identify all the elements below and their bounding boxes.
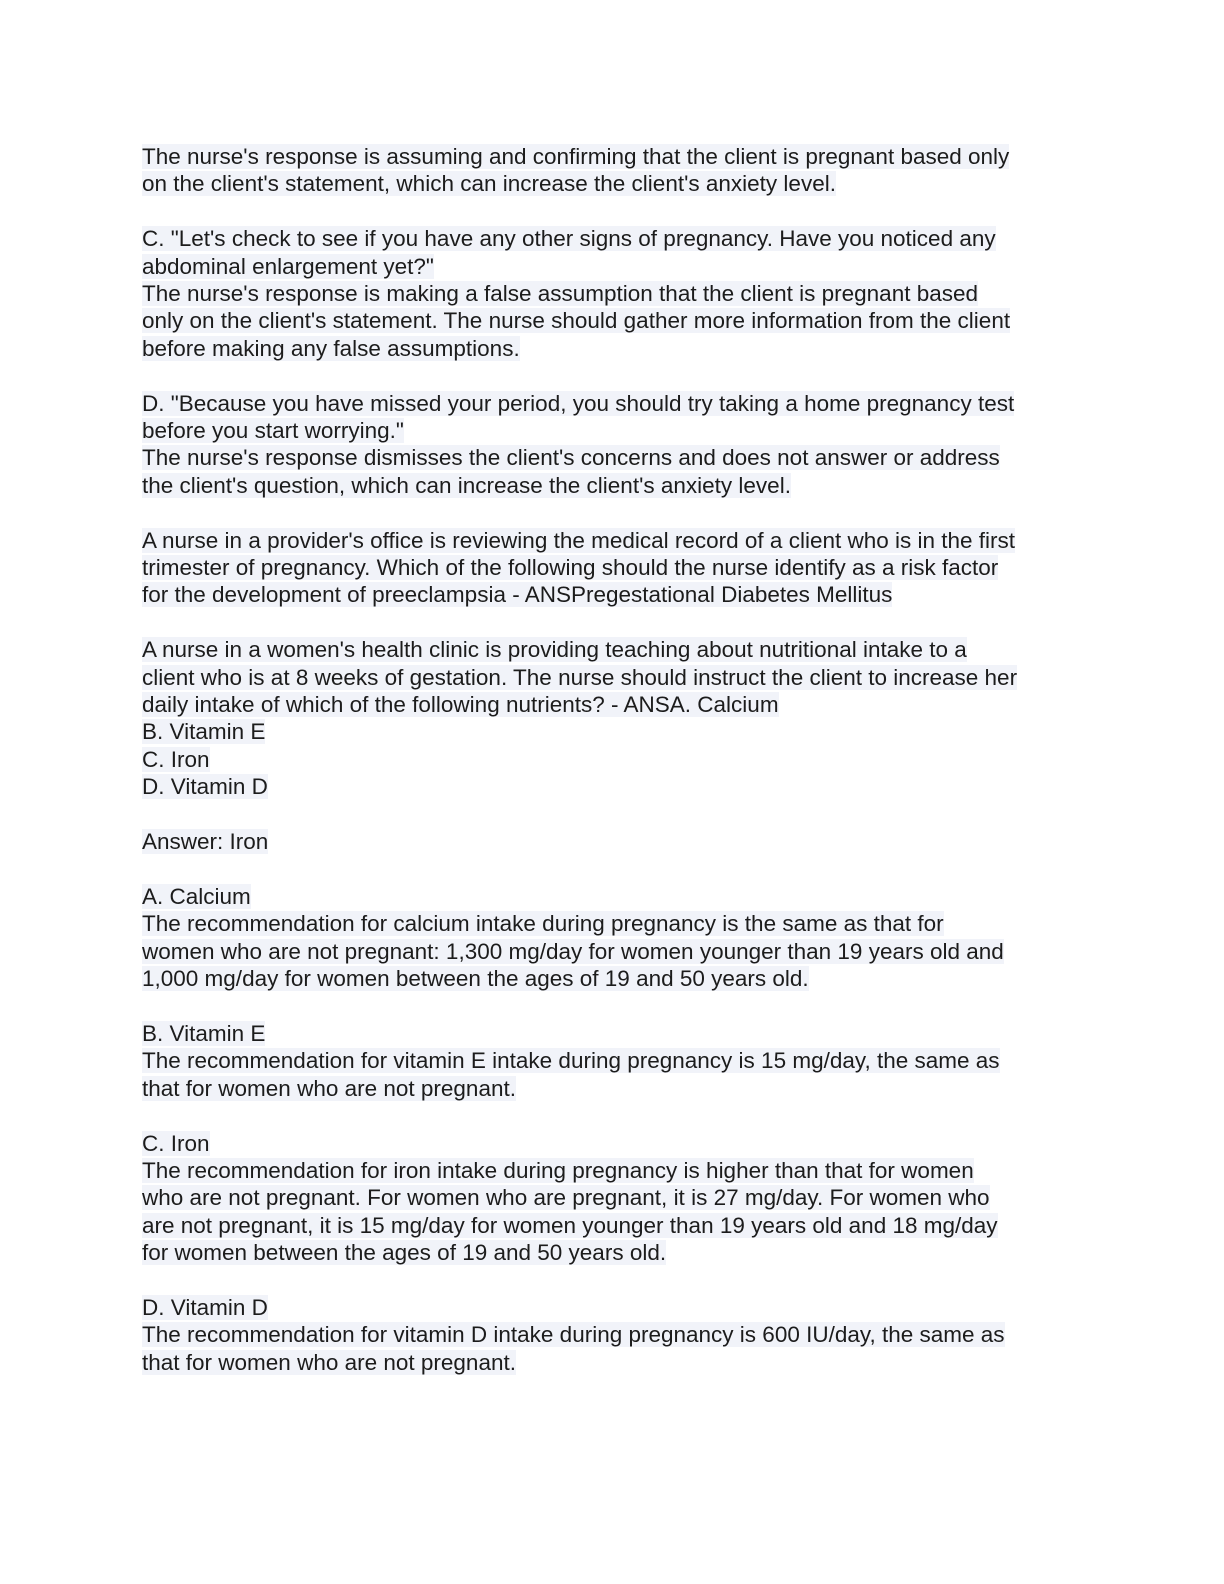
- text-line: [142, 1239, 1082, 1266]
- text-line-content: D. Vitamin D: [142, 1294, 268, 1320]
- block-iron: [142, 1130, 1082, 1267]
- text-line-content: A nurse in a provider's office is reviewing the medical record of a client who is in the first: [142, 527, 1016, 553]
- block-option-d: [142, 390, 1082, 500]
- text-line: [142, 444, 1082, 471]
- text-line-content: D. Vitamin D: [142, 774, 268, 800]
- text-line: [142, 1075, 1082, 1102]
- block-answer: [142, 828, 1082, 855]
- text-line: [142, 1157, 1082, 1184]
- block-option-b-explanation: [142, 143, 1082, 198]
- block-vitamin-d: [142, 1294, 1082, 1376]
- text-line-content: The recommendation for vitamin D intake during pregnancy is 600 IU/day, the same as: [142, 1322, 1005, 1348]
- text-line: [142, 280, 1082, 307]
- text-line-content: D. "Because you have missed your period, you should try taking a home pregnancy test: [142, 390, 1015, 416]
- text-line: [142, 225, 1082, 252]
- text-line: [142, 1047, 1082, 1074]
- text-line-content: client who is at 8 weeks of gestation. The nurse should instruct the client to increase her: [142, 664, 1018, 690]
- text-line: [142, 143, 1082, 170]
- document-body: [142, 143, 1082, 1404]
- text-line: [142, 718, 1082, 745]
- text-line: [142, 1020, 1082, 1047]
- text-line-content: The nurse's response is making a false assumption that the client is pregnant based: [142, 281, 979, 307]
- text-line: [142, 335, 1082, 362]
- text-line-content: that for women who are not pregnant.: [142, 1075, 516, 1101]
- text-line-content: C. "Let's check to see if you have any other signs of pregnancy. Have you noticed any: [142, 226, 996, 252]
- text-line-content: before making any false assumptions.: [142, 335, 520, 361]
- text-line: [142, 581, 1082, 608]
- text-line: [142, 664, 1082, 691]
- text-line-content: The recommendation for calcium intake during pregnancy is the same as that for: [142, 911, 944, 937]
- text-line: [142, 965, 1082, 992]
- text-line-content: who are not pregnant. For women who are pregnant, it is 27 mg/day. For women who: [142, 1185, 990, 1211]
- text-line: [142, 691, 1082, 718]
- text-line-content: C. Iron: [142, 1130, 210, 1156]
- text-line-content: daily intake of which of the following nutrients? - ANSA. Calcium: [142, 692, 779, 718]
- text-line: [142, 472, 1082, 499]
- text-line: [142, 1184, 1082, 1211]
- text-line-content: before you start worrying.": [142, 418, 404, 444]
- text-line-content: C. Iron: [142, 746, 210, 772]
- block-nutrition-question: [142, 636, 1082, 800]
- text-line-content: B. Vitamin E: [142, 719, 266, 745]
- text-line-content: on the client's statement, which can increase the client's anxiety level.: [142, 171, 836, 197]
- text-line: [142, 1130, 1082, 1157]
- text-line-content: for women between the ages of 19 and 50 years old.: [142, 1240, 667, 1266]
- text-line-content: A. Calcium: [142, 883, 251, 909]
- text-line: [142, 636, 1082, 663]
- block-vitamin-e: [142, 1020, 1082, 1102]
- text-line-content: A nurse in a women's health clinic is providing teaching about nutritional intake to a: [142, 637, 967, 663]
- text-line-content: The recommendation for iron intake during pregnancy is higher than that for women: [142, 1157, 974, 1183]
- text-line: [142, 307, 1082, 334]
- block-calcium: [142, 883, 1082, 993]
- text-line: [142, 828, 1082, 855]
- text-line: [142, 1321, 1082, 1348]
- block-preeclampsia-question: [142, 527, 1082, 609]
- text-line-content: Answer: Iron: [142, 829, 269, 855]
- text-line: [142, 417, 1082, 444]
- text-line-content: the client's question, which can increase the client's anxiety level.: [142, 472, 791, 498]
- text-line: [142, 938, 1082, 965]
- text-line-content: The recommendation for vitamin E intake during pregnancy is 15 mg/day, the same as: [142, 1048, 1000, 1074]
- text-line: [142, 1349, 1082, 1376]
- text-line: [142, 1294, 1082, 1321]
- text-line: [142, 253, 1082, 280]
- text-line-content: women who are not pregnant: 1,300 mg/day for women younger than 19 years old and: [142, 938, 1004, 964]
- text-line: [142, 773, 1082, 800]
- text-line-content: are not pregnant, it is 15 mg/day for women younger than 19 years old and 18 mg/day: [142, 1212, 998, 1238]
- text-line: [142, 746, 1082, 773]
- text-line: [142, 910, 1082, 937]
- text-line-content: that for women who are not pregnant.: [142, 1349, 516, 1375]
- text-line-content: only on the client's statement. The nurse should gather more information from the client: [142, 308, 1011, 334]
- text-line: [142, 390, 1082, 417]
- text-line: [142, 170, 1082, 197]
- text-line-content: B. Vitamin E: [142, 1020, 266, 1046]
- text-line: [142, 1212, 1082, 1239]
- text-line-content: The nurse's response is assuming and confirming that the client is pregnant based only: [142, 144, 1010, 169]
- text-line-content: 1,000 mg/day for women between the ages of 19 and 50 years old.: [142, 966, 809, 992]
- text-line-content: for the development of preeclampsia - ANSPregestational Diabetes Mellitus: [142, 582, 893, 608]
- text-line: [142, 883, 1082, 910]
- text-line: [142, 554, 1082, 581]
- text-line-content: trimester of pregnancy. Which of the following should the nurse identify as a risk factor: [142, 555, 999, 581]
- text-line-content: abdominal enlargement yet?": [142, 253, 434, 279]
- text-line: [142, 527, 1082, 554]
- text-line-content: The nurse's response dismisses the client's concerns and does not answer or address: [142, 445, 1000, 471]
- block-option-c: [142, 225, 1082, 362]
